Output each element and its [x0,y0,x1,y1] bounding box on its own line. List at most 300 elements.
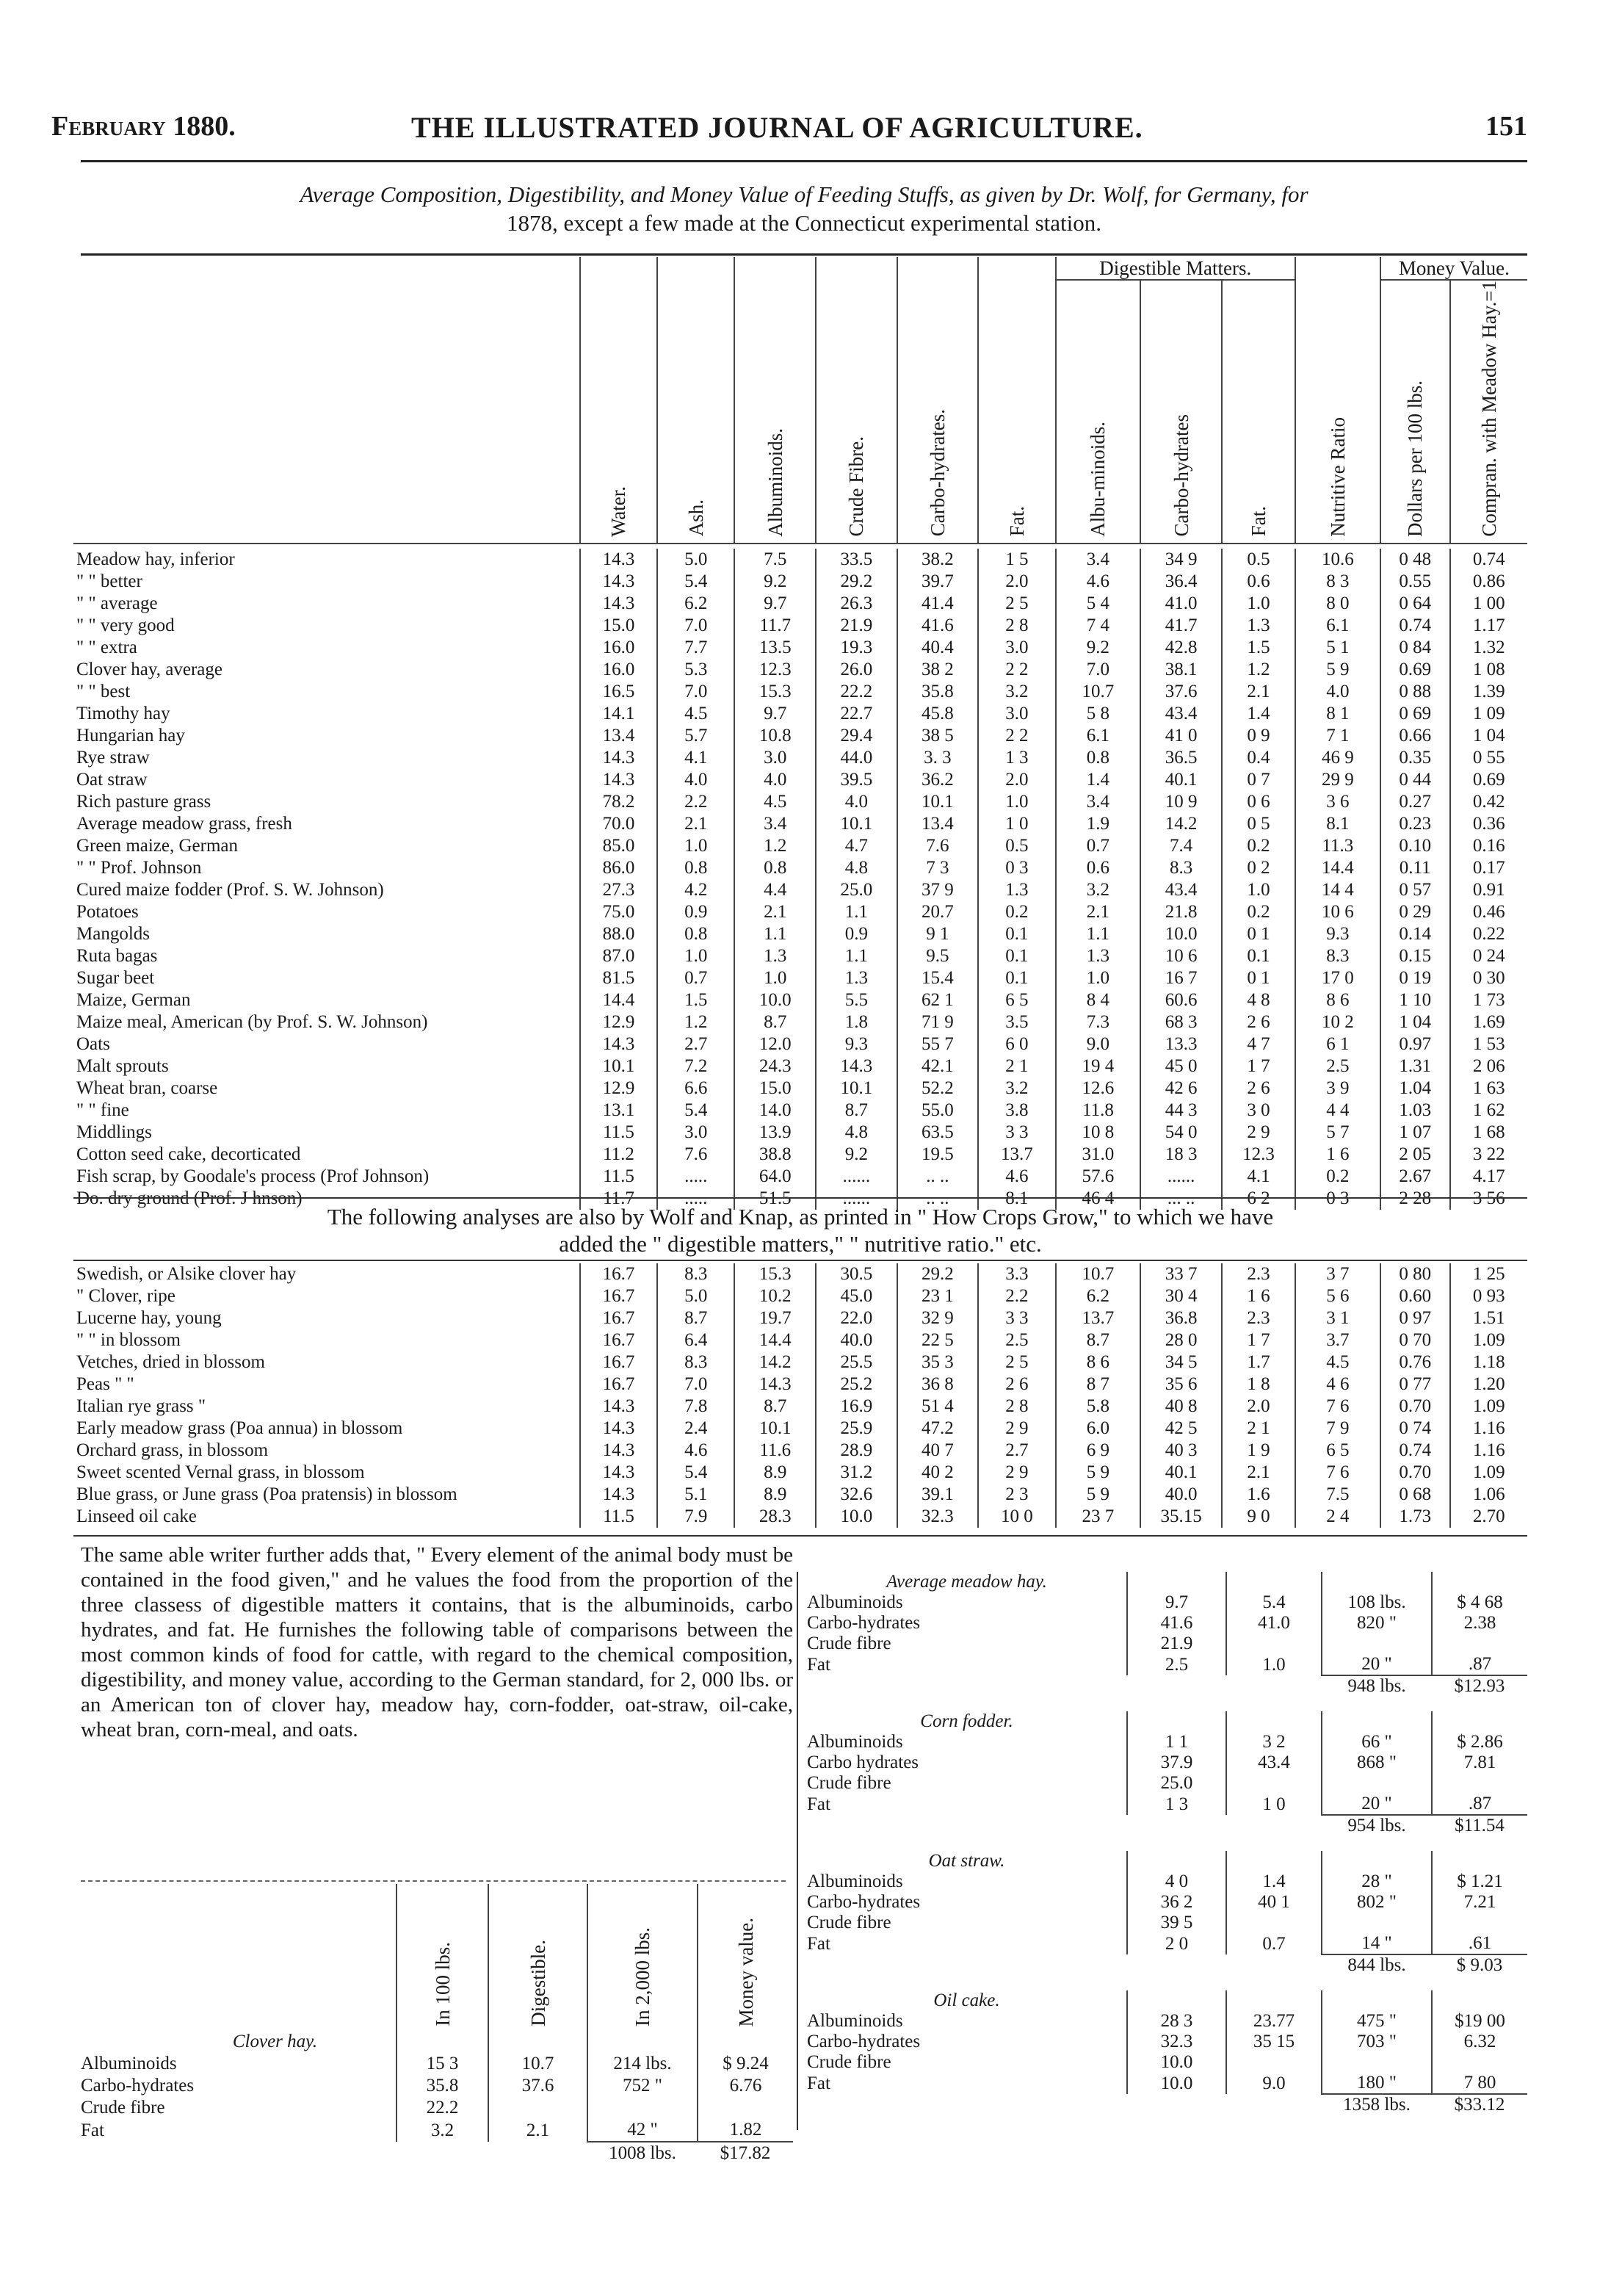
table-cell: 2 4 [1295,1506,1380,1528]
table-cell: 19.5 [897,1144,979,1166]
table-cell: 45.0 [816,1285,897,1307]
nutrient-value [1322,1773,1432,1794]
nutrient-name: Fat [807,2073,830,2093]
nutrient-value [1226,1633,1322,1654]
table-cell: 8.3 [657,1351,734,1373]
table-cell: 7 6 [1295,1462,1380,1484]
table-cell: 8 6 [1295,989,1380,1011]
table-row [73,1462,1527,1484]
table-cell: 0.22 [1450,923,1527,945]
group-money-value: Money Value. [1380,257,1527,280]
table-cell: 29 9 [1295,769,1380,791]
col-dig-albuminoids: Albu-minoids. [1056,280,1141,544]
table-cell: 0.6 [1222,571,1295,593]
table-cell: 87.0 [580,945,657,967]
nutrient-name: Albuminoids [807,2011,903,2031]
table-row [73,1484,1527,1506]
table-cell: 0.11 [1380,857,1450,879]
list-item [804,1633,1527,1654]
table-cell: 0.1 [978,923,1055,945]
table-cell: 0.7 [657,967,734,989]
feed-name: " " average [76,593,158,613]
table-cell: 16 7 [1140,967,1222,989]
table-cell: 33 7 [1140,1263,1222,1285]
table-cell: 14.3 [580,571,657,593]
nutrient-value: 4 0 [1127,1871,1226,1892]
table-cell: 2 28 [1380,1188,1450,1210]
table-cell: 0.69 [1450,769,1527,791]
table-cell: 0 44 [1380,769,1450,791]
table-cell: 5 7 [1295,1122,1380,1144]
feed-name: Oat straw [76,769,148,790]
table-cell: 9.2 [734,571,816,593]
table-cell: 1.2 [734,835,816,857]
table-cell: 9.2 [816,1144,897,1166]
nutrient-value: 21.9 [1127,1633,1226,1654]
table-row [73,1166,1527,1188]
table-cell: 10.1 [897,791,979,813]
table-cell: 1 68 [1450,1122,1527,1144]
table-cell: 7.4 [1140,835,1222,857]
table-cell: 1.0 [1222,879,1295,901]
nutrient-value: 1 0 [1226,1794,1322,1815]
table-cell: 1.0 [978,791,1055,813]
table-cell: 2.0 [978,769,1055,791]
nutrient-value: 9.7 [1127,1592,1226,1613]
table-row [73,769,1527,791]
table-cell: 12.0 [734,1033,816,1055]
table-cell: 4.2 [657,879,734,901]
table-cell: 0.2 [978,901,1055,923]
table-row [73,1396,1527,1418]
table-row [73,835,1527,857]
nutrient-value: 214 lbs. [587,2053,698,2075]
feed-name: " " best [76,681,131,701]
total-value: $11.54 [1432,1815,1527,1836]
table-cell: 3. 3 [897,747,979,769]
table-cell: 20.7 [897,901,979,923]
table-cell: 40 7 [897,1440,979,1462]
nutrient-value: 40 1 [1226,1892,1322,1913]
nutrient-value [1432,2052,1527,2073]
list-item [804,2073,1527,2094]
nutrient-name: Carbo-hydrates [807,2032,921,2051]
table-cell: 2 5 [978,593,1055,615]
nutrient-value: 3.2 [397,2119,488,2142]
col-albuminoids: Albuminoids. [734,257,816,544]
clover-title: Clover hay. [232,2032,318,2051]
table-cell: 1.09 [1450,1462,1527,1484]
table-cell: 26.0 [816,659,897,681]
table-cell: 10.7 [1056,681,1141,703]
table-cell: 41 0 [1140,725,1222,747]
feed-name: Cured maize fodder (Prof. S. W. Johnson) [76,879,384,900]
table-row [73,1144,1527,1166]
table-cell: 18 3 [1140,1144,1222,1166]
table-cell: 0 64 [1380,593,1450,615]
table-cell: 1.17 [1450,615,1527,637]
table-cell: 10 8 [1056,1122,1141,1144]
table-cell: 3.2 [1056,879,1141,901]
table-cell: 0 19 [1380,967,1450,989]
table-cell: 0 7 [1222,769,1295,791]
table-cell: 0 80 [1380,1263,1450,1285]
table-cell: 7.0 [657,615,734,637]
table-cell: 11.6 [734,1440,816,1462]
table-cell: 78.2 [580,791,657,813]
feed-name: Blue grass, or June grass (Poa pratensis) in blossom [76,1484,457,1504]
table-cell: 5.0 [657,549,734,571]
table-cell: 40 3 [1140,1440,1222,1462]
table-cell: 1.03 [1380,1100,1450,1122]
table-cell: 1.4 [1056,769,1141,791]
nutrient-value: 37.6 [488,2075,587,2097]
table-cell: 60.6 [1140,989,1222,1011]
feed-name: Fish scrap, by Goodale's process (Prof Johnson) [76,1166,430,1186]
nutrient-value: $19 00 [1432,2011,1527,2032]
nutrient-value: 14 " [1322,1933,1432,1954]
table-cell: 40 2 [897,1462,979,1484]
table-cell: 2 6 [978,1373,1055,1396]
feed-name: Average meadow grass, fresh [76,813,292,834]
table-cell: 38 2 [897,659,979,681]
table-cell: 1 09 [1450,703,1527,725]
table-cell: 32.6 [816,1484,897,1506]
table-cell: 55.0 [897,1100,979,1122]
table-cell: 16.9 [816,1396,897,1418]
nutrient-value [1322,2052,1432,2073]
table-cell: 1.06 [1450,1484,1527,1506]
table-cell: 13.9 [734,1122,816,1144]
table-cell: 64.0 [734,1166,816,1188]
table-cell: 0.5 [978,835,1055,857]
table-cell: 36.8 [1140,1307,1222,1329]
table-cell: 13.7 [1056,1307,1141,1329]
table-cell: 0.5 [1222,549,1295,571]
table-cell: 4.4 [734,879,816,901]
col-carbohydrates: Carbo-hydrates. [897,257,979,544]
table-cell: 2.1 [1222,1462,1295,1484]
total-lbs: 1358 lbs. [1322,2094,1432,2115]
table-cell: 6 1 [1295,1033,1380,1055]
col-dig-carbohydrates: Carbo-hydrates [1140,280,1222,544]
table-cell: 1.69 [1450,1011,1527,1033]
nutrient-name: Crude fibre [807,2052,891,2072]
table-row [73,791,1527,813]
table-cell: 4.6 [1056,571,1141,593]
table-cell: 0 29 [1380,901,1450,923]
table-cell: 10.1 [816,1077,897,1100]
table-cell: 70.0 [580,813,657,835]
table-cell: 0.7 [1056,835,1141,857]
table-cell: 5 6 [1295,1285,1380,1307]
table-cell: 14.3 [580,1462,657,1484]
table-cell: 11.5 [580,1506,657,1528]
list-item [804,1732,1527,1752]
table-cell: 1 9 [1222,1440,1295,1462]
table-cell: 38.1 [1140,659,1222,681]
table-cell: 8.9 [734,1484,816,1506]
table-cell: 0 93 [1450,1285,1527,1307]
table-cell: 10.0 [816,1506,897,1528]
table-cell: 4.0 [657,769,734,791]
table-cell: 4.5 [734,791,816,813]
nutrient-name: Crude fibre [807,1913,891,1932]
body-paragraph: The same able writer further adds that, " Every element of the animal body must be contained in the food given," and he values the food from the proportion of the three classess of digestible matters it contains, that is the albuminoids, carbo hydrates, and fat. He furnishes the following table of comparisons between the most common kinds of food for cattle, with regard to the chemical composition, digestibility, and money value, according to the German standard, for 2, 000 lbs. or an American ton of clover hay, meadow hay, corn-fodder, oat-straw, oil-cake, wheat bran, corn-meal, and oats. [81,1543,793,1741]
feed-name: " Clover, ripe [76,1286,175,1306]
nutrient-name: Fat [807,1933,830,1954]
nutrient-value: 41.6 [1127,1613,1226,1633]
table-cell: 16.7 [580,1307,657,1329]
table-cell: 8.3 [657,1263,734,1285]
table-cell: 0.8 [657,923,734,945]
feed-name: " " extra [76,637,137,657]
section-rule-2 [73,1260,1527,1261]
nutrient-value [1226,1913,1322,1933]
table-top-rule [81,253,1527,256]
table-cell: 5.5 [816,989,897,1011]
table-cell: 2 3 [978,1484,1055,1506]
table-cell: 12.3 [734,659,816,681]
feed-name: Rye straw [76,747,150,768]
table-cell: 38.2 [897,549,979,571]
table-cell: 0.74 [1450,549,1527,571]
table-cell: 85.0 [580,835,657,857]
table-cell: 0.1 [978,945,1055,967]
nutrient-value: 703 " [1322,2032,1432,2052]
table-cell: 13.1 [580,1100,657,1122]
feed-name: Lucerne hay, young [76,1308,222,1328]
table-cell: 3 6 [1295,791,1380,813]
list-item [804,1794,1527,1815]
table-cell: 1.7 [1222,1351,1295,1373]
nutrient-value: 32.3 [1127,2032,1226,2052]
table-cell: 1.3 [1222,615,1295,637]
table-cell: 68 3 [1140,1011,1222,1033]
nutrient-name: Albuminoids [807,1592,903,1612]
nutrient-value: 28 " [1322,1871,1432,1892]
table-row [73,593,1527,615]
table-cell: 1.0 [657,945,734,967]
nutrient-value: .87 [1432,1794,1527,1815]
comparison-table [804,1711,1527,1836]
group-digestible: Digestible Matters. [1056,257,1295,280]
journal-title: THE ILLUSTRATED JOURNAL OF AGRICULTURE. [411,111,1143,144]
table-cell: 1 04 [1450,725,1527,747]
feed-name: Swedish, or Alsike clover hay [76,1264,297,1284]
comparison-title: Oat straw. [928,1851,1005,1871]
table-cell: 12.9 [580,1077,657,1100]
table-cell: 9.5 [897,945,979,967]
table-cell: 36 8 [897,1373,979,1396]
table-cell: 1 00 [1450,593,1527,615]
lower-rule [73,1535,1527,1537]
table-cell: 38 5 [897,725,979,747]
table-cell: 6.1 [1056,725,1141,747]
table-cell: 1.9 [1056,813,1141,835]
table-cell: 1 8 [1222,1373,1295,1396]
table-cell: 7 6 [1295,1396,1380,1418]
nutrient-value: 868 " [1322,1752,1432,1773]
table-cell: 0.66 [1380,725,1450,747]
table-cell: 43.4 [1140,879,1222,901]
feed-name: " " better [76,571,142,591]
table-cell: 41.7 [1140,615,1222,637]
table-cell: 39.5 [816,769,897,791]
table-cell: 5 1 [1295,637,1380,659]
table-cell: 14.4 [734,1329,816,1351]
table-cell: 55 7 [897,1033,979,1055]
nutrient-value: 3 2 [1226,1732,1322,1752]
table-cell: 1.6 [1222,1484,1295,1506]
table-cell: 4.8 [816,1122,897,1144]
table-cell: 8.9 [734,1462,816,1484]
nutrient-name: Crude fibre [807,1773,891,1793]
table-cell: 14.3 [580,1484,657,1506]
table-cell: 7.6 [897,835,979,857]
table-cell: 0.4 [1222,747,1295,769]
table-cell: 0.27 [1380,791,1450,813]
table-cell: 9.7 [734,703,816,725]
table-cell: 14.1 [580,703,657,725]
nutrient-value: 25.0 [1127,1773,1226,1794]
table-cell: 13.3 [1140,1033,1222,1055]
table-cell: 12.9 [580,1011,657,1033]
table-cell: 5 8 [1056,703,1141,725]
table-cell: 2.1 [734,901,816,923]
table-cell: 0.10 [1380,835,1450,857]
table-row [73,1373,1527,1396]
table-cell: 13.4 [580,725,657,747]
feed-name: Oats [76,1033,110,1054]
table-cell: 2 8 [978,615,1055,637]
nutrient-value: 37.9 [1127,1752,1226,1773]
table-cell: 14.0 [734,1100,816,1122]
table-cell: 42.8 [1140,637,1222,659]
feed-name: Rich pasture grass [76,791,211,812]
table-cell: 8 4 [1056,989,1141,1011]
table-cell: 47.2 [897,1418,979,1440]
nutrient-value: 2.5 [1127,1654,1226,1675]
table-cell: 14.3 [580,1033,657,1055]
table-cell: 1.1 [734,923,816,945]
table-cell: 8.1 [978,1188,1055,1210]
table-cell: 15.4 [897,967,979,989]
list-item [804,1913,1527,1933]
nutrient-name: Fat [807,1794,830,1814]
table-cell: 1 53 [1450,1033,1527,1055]
table-cell: 4.0 [1295,681,1380,703]
table-cell: 25.2 [816,1373,897,1396]
col-dollars: Dollars per 100 lbs. [1380,280,1450,544]
table-cell: 3.2 [978,1077,1055,1100]
table-cell: 1.1 [816,945,897,967]
table-cell: 0.16 [1450,835,1527,857]
table-row [73,1285,1527,1307]
table-cell: 4 8 [1222,989,1295,1011]
feed-name: Maize meal, American (by Prof. S. W. Johnson) [76,1011,428,1032]
table-cell: 6.4 [657,1329,734,1351]
table-cell: 0 70 [1380,1329,1450,1351]
table-cell: 1.8 [816,1011,897,1033]
table-cell: 3 3 [978,1122,1055,1144]
table-cell: 3 7 [1295,1263,1380,1285]
feed-name: Italian rye grass " [76,1396,206,1416]
table-row [73,637,1527,659]
column-divider [797,1572,798,2130]
table-cell: 0.91 [1450,879,1527,901]
nutrient-value: 2.38 [1432,1613,1527,1633]
table-cell: 9.7 [734,593,816,615]
table-cell: 5.7 [657,725,734,747]
table-cell: 4 4 [1295,1100,1380,1122]
table-cell: 0 97 [1380,1307,1450,1329]
table-cell: 17 0 [1295,967,1380,989]
table-cell: 1.20 [1450,1373,1527,1396]
table-cell: 29.4 [816,725,897,747]
table-cell: 10.7 [1056,1263,1141,1285]
feed-name: Timothy hay [76,703,170,723]
nutrient-name: Crude fibre [81,2098,165,2118]
feed-name: Do. dry ground (Prof. J hnson) [76,1188,303,1208]
table-cell: 14.3 [816,1055,897,1077]
nutrient-value: 7 80 [1432,2073,1527,2094]
table-cell: 11.5 [580,1122,657,1144]
table-cell: 40.1 [1140,1462,1222,1484]
table-cell: 1.5 [657,989,734,1011]
table-cell: 1.32 [1450,637,1527,659]
feed-name: Orchard grass, in blossom [76,1440,269,1460]
table-cell: 0 5 [1222,813,1295,835]
table-cell: 52.2 [897,1077,979,1100]
col-ash: Ash. [657,257,734,544]
clover-top-rule [81,1880,786,1882]
nutrient-value: 66 " [1322,1732,1432,1752]
table-cell: 0 1 [1222,967,1295,989]
table-cell: 1.3 [734,945,816,967]
table-cell: 35 6 [1140,1373,1222,1396]
col-crude-fibre: Crude Fibre. [816,257,897,544]
table-cell: 6 5 [978,989,1055,1011]
nutrient-value: $ 2.86 [1432,1732,1527,1752]
table-cell: 41.0 [1140,593,1222,615]
table-cell: 4 7 [1222,1033,1295,1055]
table-cell: 14.3 [734,1373,816,1396]
table-row [73,923,1527,945]
table-cell: 27.3 [580,879,657,901]
feed-name: Green maize, German [76,835,239,856]
clover-total-lbs: 1008 lbs. [587,2142,698,2165]
table-cell: 2.5 [1295,1055,1380,1077]
table-cell: 1 7 [1222,1055,1295,1077]
table-cell: 44 3 [1140,1100,1222,1122]
table-cell: 10.1 [580,1055,657,1077]
table-cell: 0.86 [1450,571,1527,593]
nutrient-name: Fat [807,1654,830,1675]
feed-name: " " Prof. Johnson [76,857,202,878]
table-cell: 12.3 [1222,1144,1295,1166]
table-cell: 7.9 [657,1506,734,1528]
table-cell: 10.2 [734,1285,816,1307]
nutrient-value: 41.0 [1226,1613,1322,1633]
table-cell: 14.3 [580,1396,657,1418]
table-cell: 4.1 [657,747,734,769]
table-cell: 7.6 [657,1144,734,1166]
table-cell: 0 68 [1380,1484,1450,1506]
table-cell: 6.0 [1056,1418,1141,1440]
table-cell: 0.60 [1380,1285,1450,1307]
table-cell: 8.7 [657,1307,734,1329]
